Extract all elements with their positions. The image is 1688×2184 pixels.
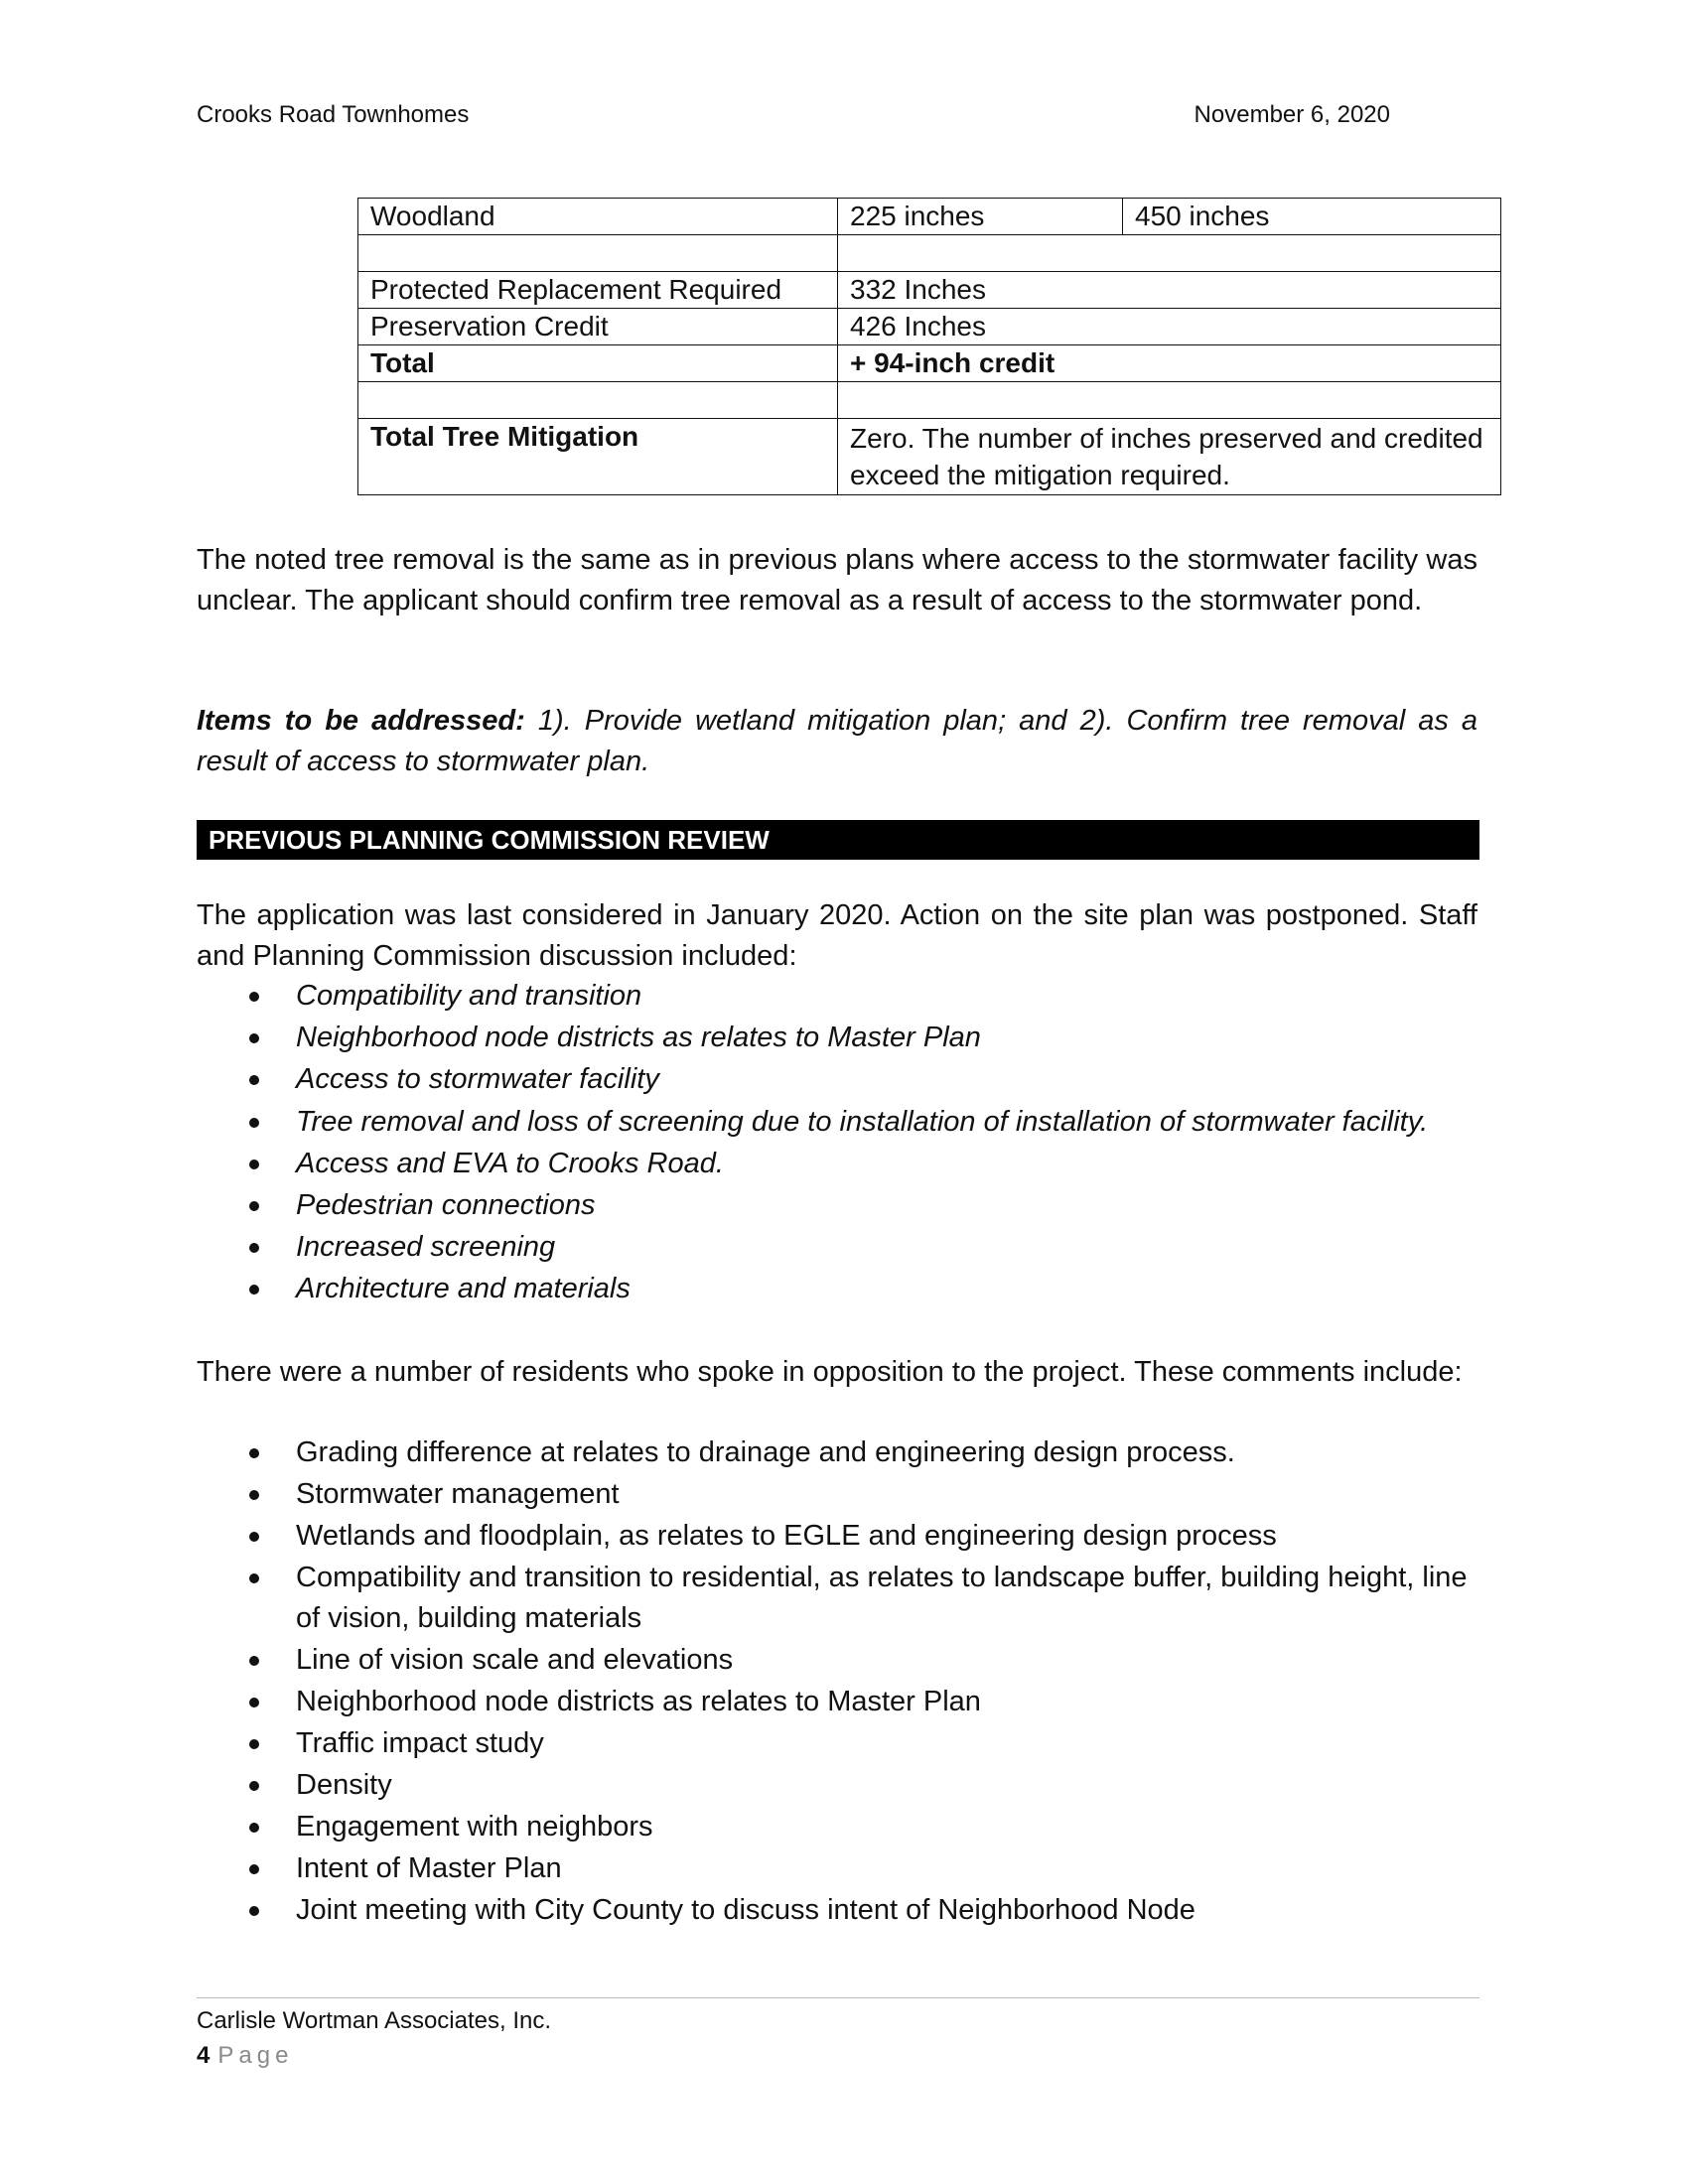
page-word: Page xyxy=(217,2042,294,2069)
items-text: 1). Provide wetland mitigation plan; and 2). Confirm tree removal as a result of access to stormwater plan. xyxy=(197,705,1477,777)
table-row xyxy=(358,309,1501,345)
tree-removal-paragraph: The noted tree removal is the same as in previous plans where access to the stormwater facility was unclear. The applicant should confirm tree removal as a result of access to the stormwater pond. xyxy=(197,544,1477,616)
table-row xyxy=(358,199,1501,235)
list-item: Access to stormwater facility xyxy=(197,1059,1487,1100)
bullet-icon xyxy=(249,1243,259,1253)
bullet-icon xyxy=(249,1656,259,1666)
table-row xyxy=(358,382,1501,419)
table-cell: 332 Inches xyxy=(838,272,1501,309)
header-date: November 6, 2020 xyxy=(1194,101,1390,128)
bullet-icon xyxy=(249,1573,259,1583)
table-cell xyxy=(838,382,1501,419)
list-item: Compatibility and transition xyxy=(197,976,1487,1017)
list-item: Neighborhood node districts as relates to Master Plan xyxy=(197,1018,1487,1058)
table-row xyxy=(358,272,1501,309)
bullet-icon xyxy=(249,1781,259,1791)
page-number: 4 xyxy=(197,2042,211,2069)
list-item: Increased screening xyxy=(197,1227,1487,1268)
bullet-icon xyxy=(249,1033,259,1043)
section-heading: PREVIOUS PLANNING COMMISSION REVIEW xyxy=(209,825,770,855)
resident-comments-list xyxy=(197,1433,1487,1932)
bullet-icon xyxy=(249,1285,259,1295)
bullet-icon xyxy=(249,1201,259,1211)
list-item: Engagement with neighbors xyxy=(197,1807,1487,1847)
discussion-list xyxy=(197,976,1487,1311)
footer-company: Carlisle Wortman Associates, Inc. xyxy=(197,2007,552,2034)
table-cell: 426 Inches xyxy=(838,309,1501,345)
list-item: Pedestrian connections xyxy=(197,1185,1487,1226)
residents-paragraph: There were a number of residents who spoke in opposition to the project. These comments include: xyxy=(197,1356,1463,1388)
tree-mitigation-table xyxy=(357,198,1501,495)
table-cell: + 94-inch credit xyxy=(838,345,1501,382)
list-item: Stormwater management xyxy=(197,1474,1487,1515)
table-cell: Protected Replacement Required xyxy=(358,272,838,309)
bullet-icon xyxy=(249,1160,259,1169)
bullet-icon xyxy=(249,1698,259,1707)
bullet-icon xyxy=(249,1823,259,1833)
bullet-icon xyxy=(249,1118,259,1128)
bullet-icon xyxy=(249,1075,259,1085)
list-item: Architecture and materials xyxy=(197,1269,1487,1309)
table-cell: 225 inches xyxy=(838,199,1123,235)
items-to-address-paragraph xyxy=(197,701,1477,782)
footer-page-number xyxy=(197,2042,293,2070)
list-item: Traffic impact study xyxy=(197,1723,1487,1764)
table-cell xyxy=(358,235,838,272)
bullet-icon xyxy=(249,1532,259,1542)
table-cell: 450 inches xyxy=(1123,199,1501,235)
table-cell xyxy=(358,382,838,419)
table-cell: Total xyxy=(358,345,838,382)
list-item: Wetlands and floodplain, as relates to EGLE and engineering design process xyxy=(197,1516,1487,1557)
table-row xyxy=(358,345,1501,382)
bullet-icon xyxy=(249,1739,259,1749)
table-row xyxy=(358,419,1501,495)
table-cell: Total Tree Mitigation xyxy=(358,419,838,495)
list-item: Line of vision scale and elevations xyxy=(197,1640,1487,1681)
list-item: Neighborhood node districts as relates to Master Plan xyxy=(197,1682,1487,1722)
table-cell: Zero. The number of inches preserved and credited exceed the mitigation required. xyxy=(838,419,1501,495)
page-header xyxy=(197,101,1390,131)
bullet-icon xyxy=(249,992,259,1002)
footer-divider xyxy=(197,1997,1479,1998)
list-item: Access and EVA to Crooks Road. xyxy=(197,1144,1487,1184)
bullet-icon xyxy=(249,1906,259,1916)
list-item: Density xyxy=(197,1765,1487,1806)
list-item: Tree removal and loss of screening due to installation of installation of stormwater facility. xyxy=(197,1102,1487,1143)
table-cell: Woodland xyxy=(358,199,838,235)
table-cell xyxy=(838,235,1501,272)
previous-review-paragraph: The application was last considered in January 2020. Action on the site plan was postponed. Staff and Planning Commission discussion included: xyxy=(197,899,1477,972)
bullet-icon xyxy=(249,1448,259,1458)
bullet-icon xyxy=(249,1864,259,1874)
items-lead: Items to be addressed: xyxy=(197,705,525,737)
list-item: Grading difference at relates to drainage and engineering design process. xyxy=(197,1433,1487,1473)
section-heading-bar xyxy=(197,820,1479,860)
header-project-title: Crooks Road Townhomes xyxy=(197,101,470,128)
list-item: Joint meeting with City County to discuss intent of Neighborhood Node xyxy=(197,1890,1487,1931)
table-row xyxy=(358,235,1501,272)
list-item: Compatibility and transition to residential, as relates to landscape buffer, building height, line of vision, building materials xyxy=(197,1558,1487,1639)
bullet-icon xyxy=(249,1490,259,1500)
list-item: Intent of Master Plan xyxy=(197,1848,1487,1889)
table-cell: Preservation Credit xyxy=(358,309,838,345)
